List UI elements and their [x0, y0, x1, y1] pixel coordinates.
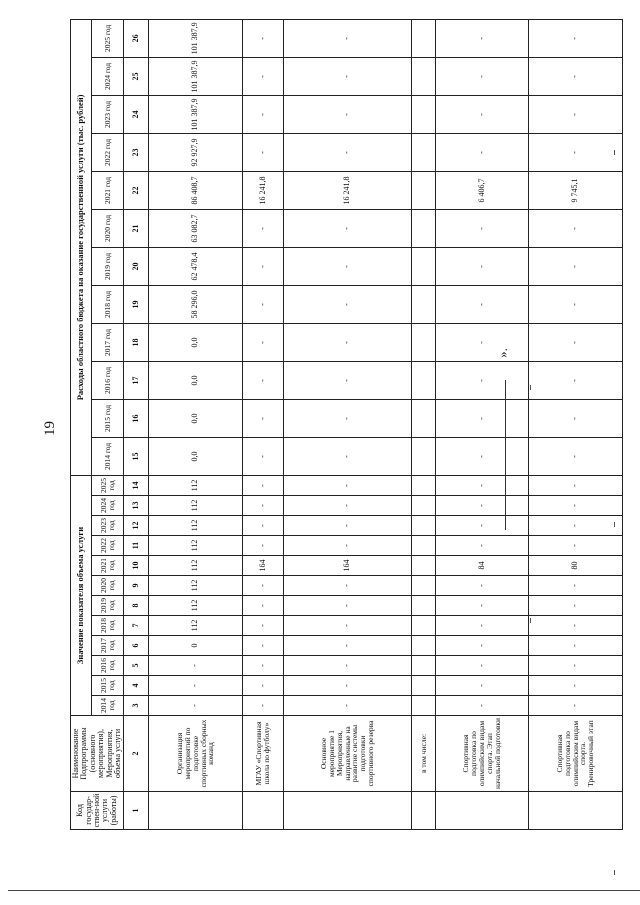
volume-cell: -	[529, 596, 622, 616]
table-body	[124, 19, 622, 829]
expense-cell	[412, 247, 436, 285]
index-row	[124, 19, 149, 829]
volume-cell: -	[284, 576, 412, 596]
column-index: 3	[124, 696, 149, 716]
expense-cell: -	[529, 285, 622, 323]
row-code	[529, 792, 622, 830]
expense-year-header: 2017 год	[91, 323, 124, 361]
expense-year-header: 2023 год	[91, 95, 124, 133]
volume-cell: -	[242, 576, 283, 596]
volume-cell: -	[242, 636, 283, 656]
row-code	[242, 792, 283, 830]
volume-cell: -	[529, 616, 622, 636]
volume-year-header: 2015 год	[91, 676, 124, 696]
volume-cell: -	[529, 576, 622, 596]
volume-cell	[412, 556, 436, 576]
volume-cell: -	[435, 496, 528, 516]
expense-cell: -	[284, 57, 412, 95]
expense-year-header: 2025 год	[91, 19, 124, 57]
expense-cell: 16 241,8	[242, 171, 283, 209]
column-index: 10	[124, 556, 149, 576]
column-index: 14	[124, 475, 149, 495]
volume-cell: 112	[149, 516, 242, 536]
expense-cell: -	[242, 285, 283, 323]
expense-cell: 101 387,9	[149, 95, 242, 133]
expense-cell: -	[435, 95, 528, 133]
column-index: 2	[124, 716, 149, 792]
volume-year-header: 2018 год	[91, 616, 124, 636]
volume-cell: -	[435, 536, 528, 556]
expense-cell: -	[242, 19, 283, 57]
volume-cell: -	[529, 475, 622, 495]
closing-quote-mark: ».	[494, 348, 510, 358]
expense-cell: -	[435, 133, 528, 171]
volume-cell: 80	[529, 556, 622, 576]
expense-cell: -	[529, 323, 622, 361]
volume-year-header: 2016 год	[91, 656, 124, 676]
volume-cell: -	[149, 656, 242, 676]
volume-cell	[412, 536, 436, 556]
scan-speck	[614, 522, 615, 527]
column-index: 21	[124, 209, 149, 247]
expense-cell: -	[284, 133, 412, 171]
expense-year-header: 2016 год	[91, 361, 124, 399]
expense-cell: 58 296,0	[149, 285, 242, 323]
expense-year-header: 2024 год	[91, 57, 124, 95]
row-name: Спортивная подготовка по олимпийским видам спорта. Этап начальной подготовки	[435, 716, 528, 792]
volume-cell: -	[529, 496, 622, 516]
volume-cell: -	[242, 596, 283, 616]
page-number: 19	[42, 421, 58, 436]
volume-year-header: 2020 год	[91, 576, 124, 596]
expense-cell: -	[242, 209, 283, 247]
footer-rule	[505, 380, 506, 530]
volume-cell: 112	[149, 496, 242, 516]
column-index: 13	[124, 496, 149, 516]
volume-cell: -	[529, 636, 622, 656]
column-index: 19	[124, 285, 149, 323]
volume-cell: -	[242, 656, 283, 676]
volume-cell: -	[435, 636, 528, 656]
column-index: 5	[124, 656, 149, 676]
expense-cell	[412, 171, 436, 209]
volume-cell: -	[242, 696, 283, 716]
expense-cell: -	[435, 19, 528, 57]
column-index: 17	[124, 361, 149, 399]
expense-cell: 0,0	[149, 361, 242, 399]
expense-year-header: 2022 год	[91, 133, 124, 171]
column-index: 1	[124, 792, 149, 830]
volume-cell: -	[149, 676, 242, 696]
expense-cell	[412, 209, 436, 247]
volume-cell: 112	[149, 536, 242, 556]
expense-cell: -	[242, 95, 283, 133]
expense-cell: -	[529, 361, 622, 399]
volume-cell: 112	[149, 596, 242, 616]
scan-speck	[530, 385, 531, 390]
header-expense-group: Расходы областного бюджета на оказание государственной услуги (тыс. рублей)	[71, 19, 92, 475]
row-name: в том числе:	[412, 716, 436, 792]
expense-cell: 62 478,4	[149, 247, 242, 285]
column-index: 12	[124, 516, 149, 536]
expense-cell: 16 241,8	[284, 171, 412, 209]
volume-year-header: 2025 год	[91, 475, 124, 495]
volume-cell: -	[284, 696, 412, 716]
table-row	[412, 19, 436, 829]
expense-cell: 101 387,9	[149, 19, 242, 57]
volume-cell	[412, 656, 436, 676]
row-code	[412, 792, 436, 830]
volume-cell	[412, 596, 436, 616]
volume-cell	[412, 516, 436, 536]
expense-year-header: 2021 год	[91, 171, 124, 209]
column-index: 6	[124, 636, 149, 656]
expense-cell: -	[529, 399, 622, 437]
volume-cell: -	[242, 676, 283, 696]
volume-cell	[412, 696, 436, 716]
expense-cell: 6 406,7	[435, 171, 528, 209]
expense-cell: -	[529, 95, 622, 133]
volume-cell: 112	[149, 616, 242, 636]
expense-cell: -	[242, 247, 283, 285]
expense-cell: -	[284, 323, 412, 361]
volume-cell: -	[284, 475, 412, 495]
table-row	[242, 19, 283, 829]
column-index: 26	[124, 19, 149, 57]
volume-cell: -	[242, 475, 283, 495]
column-index: 7	[124, 616, 149, 636]
volume-cell: -	[435, 516, 528, 536]
expense-year-header: 2019 год	[91, 247, 124, 285]
expense-cell: -	[242, 361, 283, 399]
column-index: 20	[124, 247, 149, 285]
expense-cell	[412, 19, 436, 57]
volume-cell	[412, 496, 436, 516]
table-row	[284, 19, 412, 829]
header-row-group	[71, 19, 92, 829]
volume-cell: 164	[284, 556, 412, 576]
volume-cell: -	[435, 475, 528, 495]
volume-cell	[412, 616, 436, 636]
volume-cell	[412, 636, 436, 656]
row-name: Основное мероприятие 1 Мероприятия, направленные на развитие системы подготовки спортивного резерва	[284, 716, 412, 792]
expense-cell	[412, 361, 436, 399]
volume-cell	[412, 475, 436, 495]
column-index: 8	[124, 596, 149, 616]
expense-cell: -	[284, 399, 412, 437]
expense-year-header: 2020 год	[91, 209, 124, 247]
budget-table-rotated	[70, 20, 600, 830]
expense-cell: -	[529, 133, 622, 171]
expense-year-header: 2014 год	[91, 437, 124, 475]
expense-cell: 9 745,1	[529, 171, 622, 209]
expense-cell: -	[284, 285, 412, 323]
expense-cell: 0,0	[149, 399, 242, 437]
expense-cell: 0,0	[149, 437, 242, 475]
volume-year-header: 2024 год	[91, 496, 124, 516]
row-code	[284, 792, 412, 830]
volume-cell: -	[435, 696, 528, 716]
expense-cell	[412, 399, 436, 437]
column-index: 23	[124, 133, 149, 171]
expense-cell: -	[242, 133, 283, 171]
expense-year-header: 2018 год	[91, 285, 124, 323]
column-index: 16	[124, 399, 149, 437]
column-index: 22	[124, 171, 149, 209]
expense-cell: -	[242, 437, 283, 475]
column-index: 9	[124, 576, 149, 596]
expense-cell: -	[435, 247, 528, 285]
column-index: 24	[124, 95, 149, 133]
expense-cell: -	[242, 399, 283, 437]
volume-cell: -	[284, 516, 412, 536]
volume-cell: 112	[149, 576, 242, 596]
expense-cell	[412, 57, 436, 95]
column-index: 25	[124, 57, 149, 95]
expense-cell: -	[435, 361, 528, 399]
expense-cell: -	[529, 437, 622, 475]
expense-cell: -	[242, 323, 283, 361]
expense-cell: -	[435, 399, 528, 437]
expense-cell: 63 082,7	[149, 209, 242, 247]
volume-cell: -	[435, 576, 528, 596]
volume-cell: 112	[149, 556, 242, 576]
expense-cell: -	[242, 57, 283, 95]
volume-year-header: 2019 год	[91, 596, 124, 616]
column-index: 18	[124, 323, 149, 361]
volume-cell: 164	[242, 556, 283, 576]
expense-cell	[412, 133, 436, 171]
volume-cell: -	[529, 696, 622, 716]
column-index: 11	[124, 536, 149, 556]
row-code	[435, 792, 528, 830]
volume-cell: -	[284, 596, 412, 616]
volume-cell: -	[529, 536, 622, 556]
expense-cell	[412, 437, 436, 475]
table-row	[149, 19, 242, 829]
volume-cell: -	[284, 536, 412, 556]
volume-cell: -	[284, 676, 412, 696]
volume-year-header: 2017 год	[91, 636, 124, 656]
column-index: 15	[124, 437, 149, 475]
volume-cell: -	[529, 656, 622, 676]
expense-cell: -	[435, 437, 528, 475]
volume-cell: -	[284, 496, 412, 516]
expense-cell: -	[435, 285, 528, 323]
expense-year-header: 2015 год	[91, 399, 124, 437]
expense-cell	[412, 323, 436, 361]
volume-cell: -	[242, 516, 283, 536]
volume-cell: -	[284, 616, 412, 636]
expense-cell	[412, 95, 436, 133]
expense-cell: -	[435, 57, 528, 95]
column-index: 4	[124, 676, 149, 696]
scan-speck	[614, 150, 615, 155]
scan-speck	[530, 618, 531, 623]
volume-cell: -	[242, 616, 283, 636]
volume-cell: 0	[149, 636, 242, 656]
volume-cell: -	[435, 596, 528, 616]
expense-cell: 0,0	[149, 323, 242, 361]
expense-cell: -	[529, 247, 622, 285]
volume-cell: -	[529, 516, 622, 536]
expense-cell: 101 387,9	[149, 57, 242, 95]
expense-cell: 92 927,9	[149, 133, 242, 171]
expense-cell: -	[284, 19, 412, 57]
expense-cell: -	[529, 57, 622, 95]
table-row	[529, 19, 622, 829]
row-name: МГАУ «Спортивная школа по футболу»	[242, 716, 283, 792]
volume-cell: -	[149, 696, 242, 716]
volume-cell: -	[284, 636, 412, 656]
volume-cell: -	[435, 676, 528, 696]
volume-year-header: 2022 год	[91, 536, 124, 556]
volume-cell	[412, 676, 436, 696]
expense-cell: -	[529, 19, 622, 57]
volume-year-header: 2014 год	[91, 696, 124, 716]
row-name: Организация мероприятий по подготовке спортивных сборных команд	[149, 716, 242, 792]
row-code	[149, 792, 242, 830]
volume-cell: 112	[149, 475, 242, 495]
header-name: Наименование Подпрограммы (основного мероприятия), Мероприятия, объема услуги	[71, 716, 124, 792]
expense-cell: 86 408,7	[149, 171, 242, 209]
volume-cell: -	[242, 496, 283, 516]
expense-cell: -	[284, 95, 412, 133]
volume-cell: -	[242, 536, 283, 556]
volume-cell: -	[435, 616, 528, 636]
expense-cell: -	[284, 247, 412, 285]
expense-cell: -	[529, 209, 622, 247]
header-row-years	[91, 19, 124, 829]
scan-speck	[614, 870, 615, 875]
header-volume-group: Значение показателя объема услуги	[71, 475, 92, 715]
expense-cell: -	[284, 209, 412, 247]
volume-cell: -	[284, 656, 412, 676]
volume-cell: -	[435, 656, 528, 676]
volume-cell	[412, 576, 436, 596]
expense-cell	[412, 285, 436, 323]
budget-table	[70, 19, 623, 830]
expense-cell: -	[435, 323, 528, 361]
volume-year-header: 2023 год	[91, 516, 124, 536]
volume-cell: -	[529, 676, 622, 696]
table-row	[435, 19, 528, 829]
row-name: Спортивная подготовка по олимпийским видам спорта. Тренировочный этап	[529, 716, 622, 792]
volume-year-header: 2021 год	[91, 556, 124, 576]
volume-cell: 84	[435, 556, 528, 576]
header-code: Код государ-ствен-ной услуги (работы)	[71, 792, 124, 830]
page-bottom-rule	[8, 890, 640, 891]
expense-cell: -	[284, 361, 412, 399]
expense-cell: -	[435, 209, 528, 247]
expense-cell: -	[284, 437, 412, 475]
